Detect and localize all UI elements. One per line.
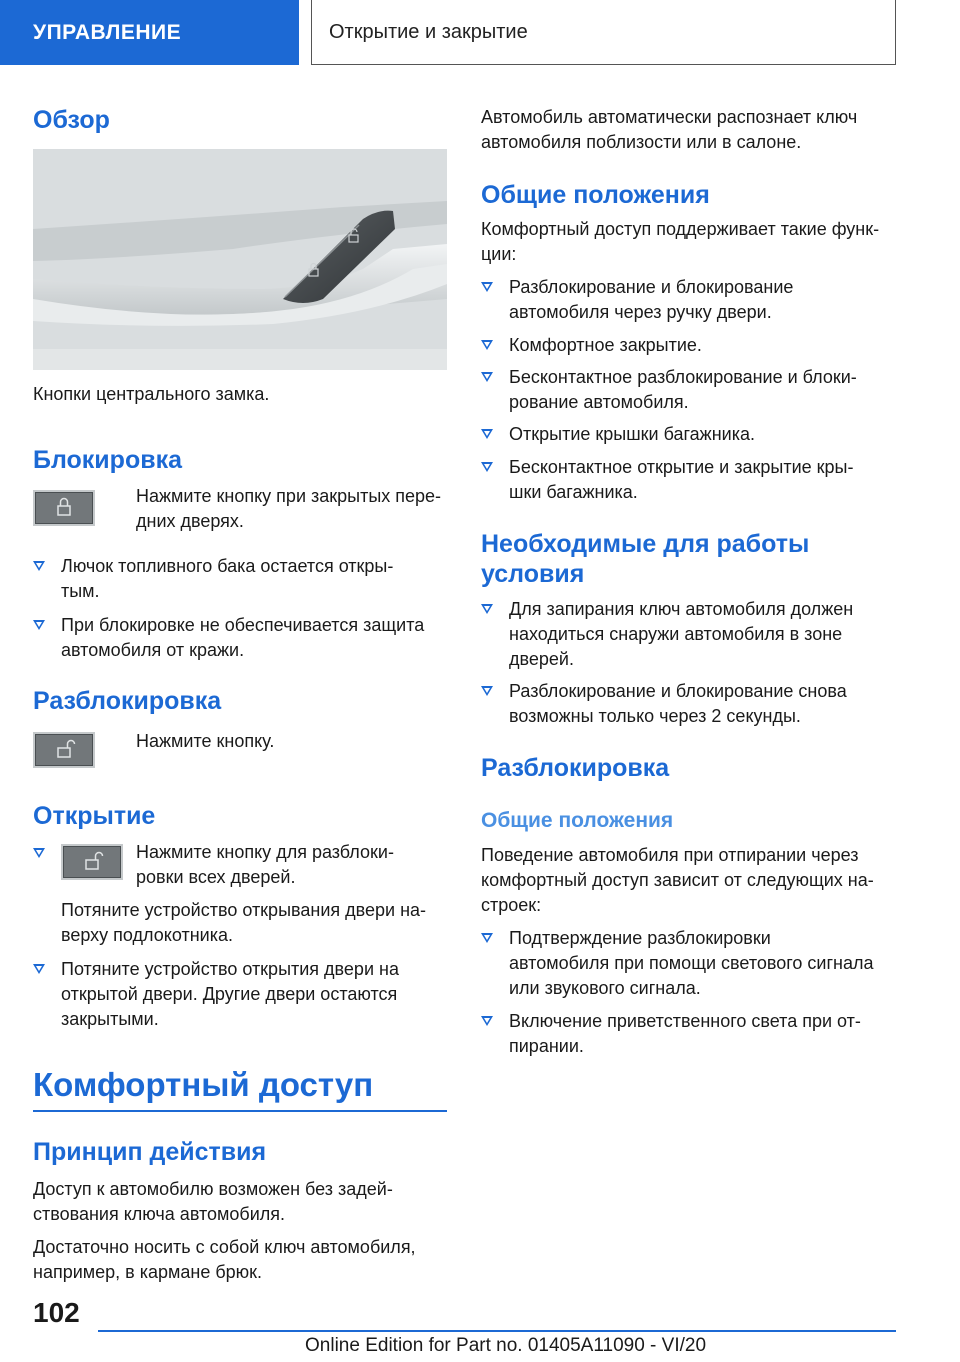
unlock-text-3: строек: — [481, 895, 542, 915]
bullet-triangle-icon — [481, 340, 493, 350]
bullet-triangle-icon — [481, 462, 493, 472]
requirements-heading-1: Необходимые для работы — [481, 530, 810, 558]
footer-edition: Online Edition for Part no. 01405A11090 - VI/20 — [305, 1335, 707, 1356]
chapter-header — [311, 0, 896, 65]
opening-step-1b: ровки всех дверей. — [136, 867, 296, 887]
section-title: УПРАВЛЕНИЕ — [33, 20, 182, 44]
unlock-text-1: Поведение автомобиля при отпирании через — [481, 845, 859, 865]
bullet-triangle-icon — [481, 604, 493, 614]
list-item: При блокировке не обеспечивается защита автомобиля от кражи. — [33, 613, 447, 663]
bullet-triangle-icon — [481, 686, 493, 696]
unlock-sub-heading: Общие положения — [481, 809, 674, 832]
list-item: Комфортное закрытие. — [481, 333, 895, 358]
opening-step-sub-2: верху подлокотника. — [61, 925, 233, 945]
bullet-triangle-icon — [481, 429, 493, 439]
principle-text-2: ствования ключа автомобиля. — [33, 1204, 286, 1224]
requirements-heading-2: условия — [481, 560, 585, 588]
bullet-triangle-icon — [481, 372, 493, 382]
list-item: Подтверждение разблокировки автомобиля при помощи светового сигнала или звукового сигнала. — [481, 926, 895, 1001]
locking-text-1: Нажмите кнопку при закрытых пере- — [136, 486, 442, 506]
overview-heading: Обзор — [33, 106, 110, 134]
principle-text-3: Достаточно носить с собой ключ автомобиля, — [33, 1237, 416, 1257]
principle-heading: Принцип действия — [33, 1138, 267, 1166]
list-item: Бесконтактное разблокирование и блоки- рование автомобиля. — [481, 365, 895, 415]
general-text-1: Комфортный доступ поддерживает такие функ- — [481, 219, 880, 239]
bullet-triangle-icon — [33, 561, 45, 571]
lock-button-icon — [33, 490, 95, 526]
bullet-triangle-icon — [33, 620, 45, 630]
footer-rule — [98, 1330, 896, 1332]
unlock-button-icon — [61, 844, 123, 880]
principle-text-1: Доступ к автомобилю возможен без задей- — [33, 1179, 393, 1199]
principle-text-4: например, в кармане брюк. — [33, 1262, 263, 1282]
list-item: Потяните устройство открытия двери на открытой двери. Другие двери остаются закрытыми. — [33, 957, 447, 1032]
bullet-triangle-icon — [481, 1016, 493, 1026]
unlocking-text: Нажмите кнопку. — [136, 731, 275, 751]
intro-text-1: Автомобиль автоматически распознает ключ — [481, 107, 858, 127]
locking-heading: Блокировка — [33, 446, 182, 474]
bullet-triangle-icon — [481, 282, 493, 292]
comfort-access-heading: Комфортный доступ — [33, 1066, 374, 1103]
opening-heading: Открытие — [33, 802, 156, 830]
bullet-triangle-icon — [33, 964, 45, 974]
unlock-button-icon — [33, 732, 95, 768]
chapter-title: Открытие и закрытие — [329, 20, 528, 43]
list-item: Включение приветственного света при от- пирании. — [481, 1009, 895, 1059]
locking-text-2: дних дверях. — [136, 511, 244, 531]
door-handle-photo — [33, 149, 447, 370]
list-item: Для запирания ключ автомобиля должен находиться снаружи автомобиля в зоне дверей. — [481, 597, 895, 672]
list-item: Разблокирование и блокирование автомобиля через ручку двери. — [481, 275, 895, 325]
door-handle-illustration — [33, 149, 447, 370]
heading-rule — [33, 1110, 447, 1112]
page-number: 102 — [33, 1297, 80, 1328]
section-tab — [0, 0, 299, 65]
opening-step-1: Нажмите кнопку для разблоки- — [136, 842, 394, 862]
bullet-triangle-icon — [481, 933, 493, 943]
photo-caption: Кнопки центрального замка. — [33, 384, 270, 404]
bullet-triangle-icon — [33, 848, 45, 858]
intro-text-2: автомобиля поблизости или в салоне. — [481, 132, 802, 152]
unlock-heading: Разблокировка — [481, 754, 670, 782]
list-item: Лючок топливного бака остается откры- тым. — [33, 554, 447, 604]
unlock-text-2: комфортный доступ зависит от следующих на- — [481, 870, 874, 890]
general-text-2: ции: — [481, 244, 517, 264]
unlocking-heading: Разблокировка — [33, 687, 222, 715]
list-item: Бесконтактное открытие и закрытие кры- шки багажника. — [481, 455, 895, 505]
opening-step-sub-1: Потяните устройство открывания двери на- — [61, 900, 427, 920]
general-heading: Общие положения — [481, 181, 710, 209]
list-item: Открытие крышки багажника. — [481, 422, 895, 447]
list-item: Разблокирование и блокирование снова возможны только через 2 секунды. — [481, 679, 895, 729]
